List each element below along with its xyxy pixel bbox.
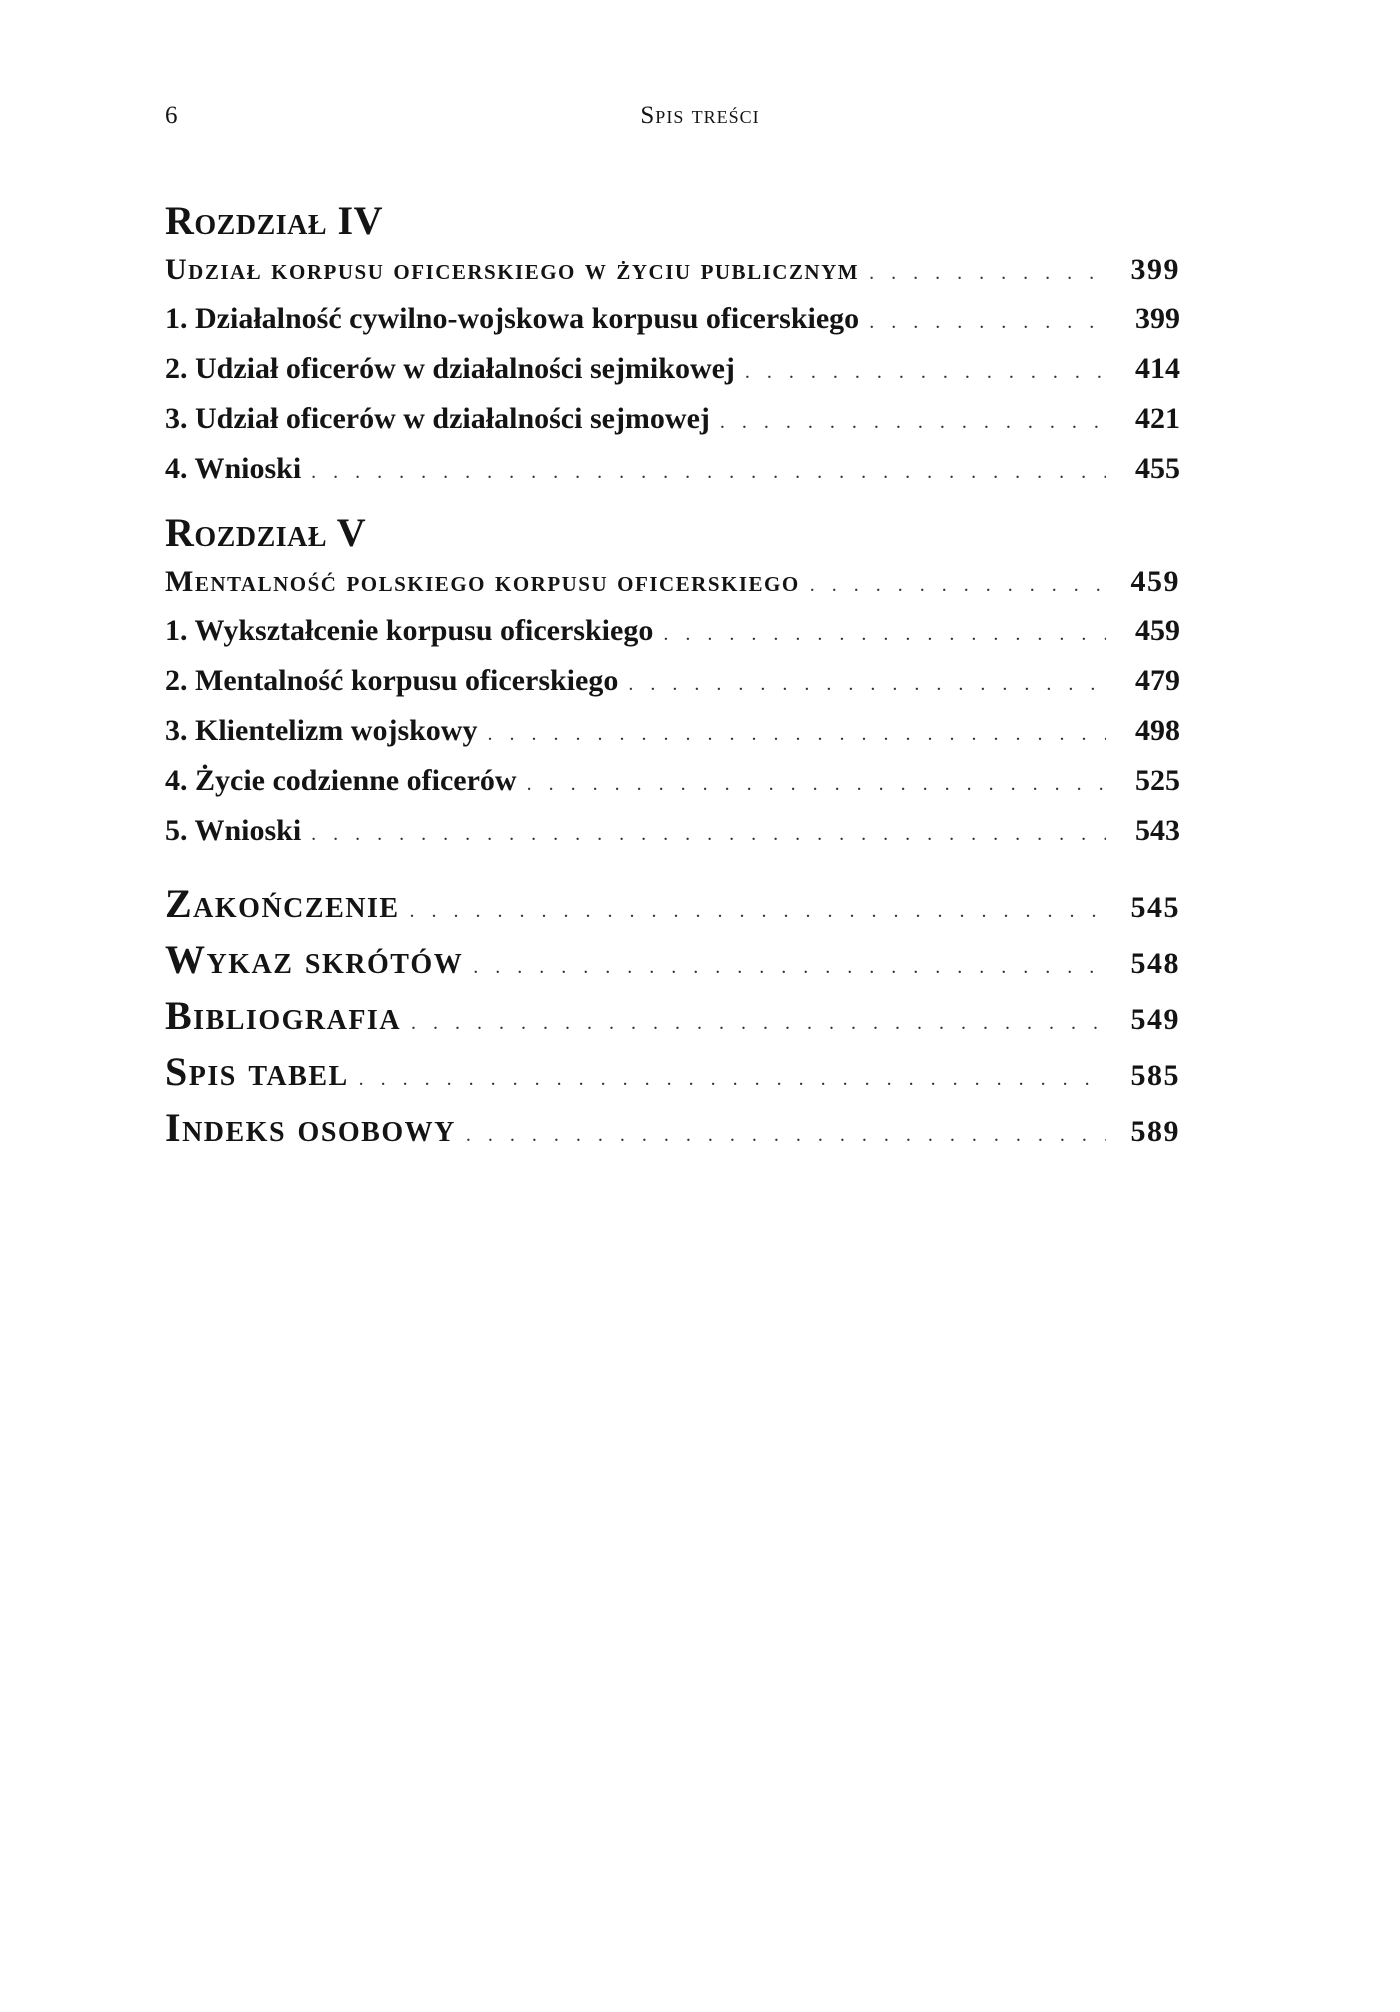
page-ref: 421 bbox=[1135, 402, 1180, 435]
chapter-title: Udział korpusu oficerskiego w życiu publicznym bbox=[165, 253, 860, 286]
page-ref: 585 bbox=[1130, 1059, 1180, 1092]
dot-leader bbox=[411, 988, 1106, 1051]
toc-section-row[interactable] bbox=[165, 606, 1180, 656]
end-matter-row[interactable] bbox=[165, 876, 1180, 932]
page-ref: 548 bbox=[1130, 947, 1180, 980]
page-ref: 459 bbox=[1130, 565, 1180, 598]
section-title: 1. Działalność cywilno-wojskowa korpusu oficerskiego bbox=[165, 302, 860, 335]
page-ref: 399 bbox=[1135, 302, 1180, 335]
page-ref: 479 bbox=[1135, 664, 1180, 697]
toc-section-row[interactable] bbox=[165, 706, 1180, 756]
chapter-title-row[interactable] bbox=[165, 558, 1180, 606]
running-head: Spis treści bbox=[640, 102, 760, 129]
end-matter-title: Indeks osobowy bbox=[165, 1105, 456, 1150]
chapter-title-row[interactable] bbox=[165, 246, 1180, 294]
dot-leader bbox=[628, 656, 1106, 709]
page-ref: 399 bbox=[1130, 253, 1180, 286]
toc-section-row[interactable] bbox=[165, 806, 1180, 856]
section-title: 3. Udział oficerów w działalności sejmowej bbox=[165, 402, 710, 435]
toc-section-row[interactable] bbox=[165, 394, 1180, 444]
section-title: 3. Klientelizm wojskowy bbox=[165, 714, 478, 747]
dot-leader bbox=[745, 344, 1106, 397]
chapter-label: Rozdział V bbox=[165, 510, 367, 555]
dot-leader bbox=[359, 1044, 1106, 1107]
toc-section-row[interactable] bbox=[165, 344, 1180, 394]
section-title: 1. Wykształcenie korpusu oficerskiego bbox=[165, 614, 654, 647]
page-ref: 498 bbox=[1135, 714, 1180, 747]
end-matter-row[interactable] bbox=[165, 988, 1180, 1044]
page-ref: 543 bbox=[1135, 814, 1180, 847]
section-title: 2. Mentalność korpusu oficerskiego bbox=[165, 664, 619, 697]
end-matter-row[interactable] bbox=[165, 932, 1180, 988]
dot-leader bbox=[487, 706, 1106, 759]
page-ref: 459 bbox=[1135, 614, 1180, 647]
dot-leader bbox=[720, 394, 1106, 447]
page-ref: 525 bbox=[1135, 764, 1180, 797]
section-title: 5. Wnioski bbox=[165, 814, 302, 847]
end-matter-title: Bibliografia bbox=[165, 993, 402, 1038]
section-title: 2. Udział oficerów w działalności sejmikowej bbox=[165, 352, 735, 385]
end-matter-title: Zakończenie bbox=[165, 881, 400, 926]
toc-section-row[interactable] bbox=[165, 294, 1180, 344]
page-number: 6 bbox=[165, 102, 178, 129]
end-matter-title: Spis tabel bbox=[165, 1049, 349, 1094]
dot-leader bbox=[466, 1100, 1106, 1163]
page-ref: 549 bbox=[1130, 1003, 1180, 1036]
toc-section-row[interactable] bbox=[165, 656, 1180, 706]
dot-leader bbox=[410, 876, 1106, 939]
dot-leader bbox=[869, 246, 1106, 297]
table-of-contents bbox=[165, 196, 1180, 1156]
dot-leader bbox=[663, 606, 1106, 659]
spacer bbox=[165, 856, 1180, 876]
end-matter-row[interactable] bbox=[165, 1044, 1180, 1100]
chapter-label: Rozdział IV bbox=[165, 198, 383, 243]
page-ref: 589 bbox=[1130, 1115, 1180, 1148]
dot-leader bbox=[810, 558, 1106, 609]
dot-leader bbox=[527, 756, 1106, 809]
section-title: 4. Życie codzienne oficerów bbox=[165, 764, 517, 797]
end-matter-row[interactable] bbox=[165, 1100, 1180, 1156]
dot-leader bbox=[869, 294, 1106, 347]
toc-section-row[interactable] bbox=[165, 444, 1180, 494]
dot-leader bbox=[473, 932, 1106, 995]
toc-section-row[interactable] bbox=[165, 756, 1180, 806]
section-title: 4. Wnioski bbox=[165, 452, 302, 485]
dot-leader bbox=[311, 444, 1106, 497]
chapter-title: Mentalność polskiego korpusu oficerskiego bbox=[165, 565, 800, 598]
page-ref: 414 bbox=[1135, 352, 1180, 385]
page-ref: 545 bbox=[1130, 891, 1180, 924]
page-ref: 455 bbox=[1135, 452, 1180, 485]
dot-leader bbox=[311, 806, 1106, 859]
end-matter-title: Wykaz skrótów bbox=[165, 937, 464, 982]
